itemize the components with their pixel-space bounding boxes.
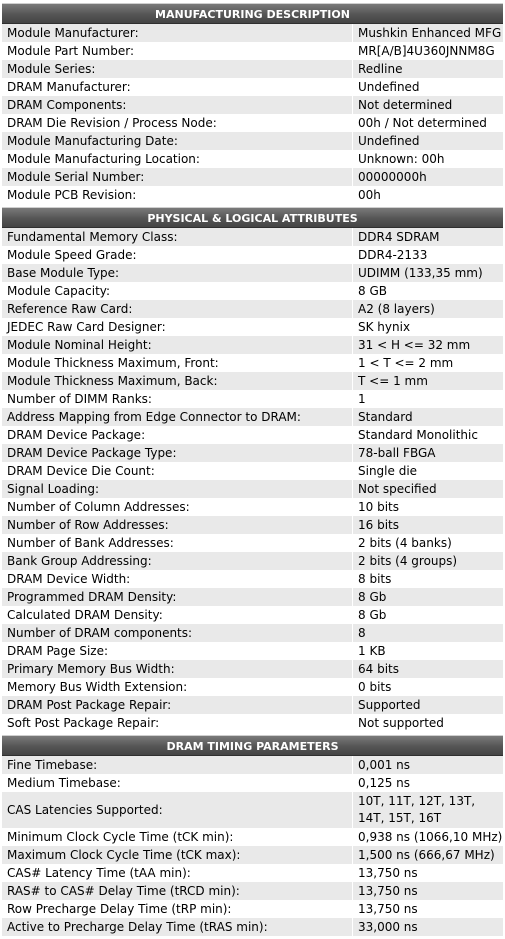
property-value: Not supported: [358, 716, 444, 730]
section-header: PHYSICAL & LOGICAL ATTRIBUTES: [2, 207, 503, 228]
property-value: 8 Gb: [358, 590, 387, 604]
section-header: DRAM TIMING PARAMETERS: [2, 735, 503, 756]
property-label: DRAM Device Die Count:: [2, 462, 353, 480]
property-row: [2, 588, 503, 606]
property-row: [2, 150, 503, 168]
property-value: 8 Gb: [358, 608, 387, 622]
property-row: [2, 714, 503, 732]
property-label: Fine Timebase:: [2, 756, 353, 774]
property-row: [2, 774, 503, 792]
property-value: 00h: [358, 188, 381, 202]
section-physical-logical-attributes: [2, 207, 503, 732]
property-value: 8: [358, 626, 366, 640]
property-row: [2, 246, 503, 264]
property-label: DRAM Components:: [2, 96, 353, 114]
property-row: [2, 660, 503, 678]
property-row: [2, 372, 503, 390]
property-row: [2, 606, 503, 624]
property-row: [2, 918, 503, 936]
property-value: Unknown: 00h: [358, 152, 445, 166]
property-label: Calculated DRAM Density:: [2, 606, 353, 624]
property-row: [2, 78, 503, 96]
property-value: 1: [358, 392, 366, 406]
property-row: [2, 534, 503, 552]
property-label: Module Serial Number:: [2, 168, 353, 186]
property-row: [2, 900, 503, 918]
property-value: 13,750 ns: [358, 866, 418, 880]
property-row: [2, 186, 503, 204]
property-row: [2, 882, 503, 900]
property-row: [2, 426, 503, 444]
property-label: DRAM Device Package Type:: [2, 444, 353, 462]
property-label: Programmed DRAM Density:: [2, 588, 353, 606]
property-row: [2, 354, 503, 372]
property-label: CAS Latencies Supported:: [2, 792, 353, 828]
property-row: [2, 624, 503, 642]
property-label: Base Module Type:: [2, 264, 353, 282]
property-value: 0,938 ns (1066,10 MHz): [358, 830, 503, 844]
property-value: 10 bits: [358, 500, 399, 514]
property-label: Module Capacity:: [2, 282, 353, 300]
property-label: DRAM Device Package:: [2, 426, 353, 444]
property-row: [2, 570, 503, 588]
property-value: Undefined: [358, 134, 420, 148]
property-value: 1,500 ns (666,67 MHz): [358, 848, 495, 862]
property-label: CAS# Latency Time (tAA min):: [2, 864, 353, 882]
property-value: 8 bits: [358, 572, 392, 586]
property-value: 8 GB: [358, 284, 387, 298]
property-row: [2, 516, 503, 534]
spd-info-panel: [2, 3, 503, 939]
property-value: Undefined: [358, 80, 420, 94]
property-table: [2, 24, 503, 204]
property-value: 13,750 ns: [358, 902, 418, 916]
property-label: Module Manufacturing Date:: [2, 132, 353, 150]
property-label: DRAM Post Package Repair:: [2, 696, 353, 714]
property-value: MR[A/B]4U360JNNM8G: [358, 44, 495, 58]
property-row: [2, 318, 503, 336]
property-row: [2, 846, 503, 864]
property-label: Module Manufacturer:: [2, 24, 353, 42]
property-value: 00h / Not determined: [358, 116, 487, 130]
property-row: [2, 336, 503, 354]
property-label: Number of Column Addresses:: [2, 498, 353, 516]
section-manufacturing-description: [2, 3, 503, 204]
property-row: [2, 864, 503, 882]
property-value: DDR4 SDRAM: [358, 230, 440, 244]
property-label: Bank Group Addressing:: [2, 552, 353, 570]
property-row: [2, 678, 503, 696]
property-row: [2, 42, 503, 60]
property-row: [2, 282, 503, 300]
property-row: [2, 828, 503, 846]
section-header: MANUFACTURING DESCRIPTION: [2, 3, 503, 24]
property-value: 2 bits (4 banks): [358, 536, 452, 550]
property-row: [2, 132, 503, 150]
property-row: [2, 552, 503, 570]
property-row: [2, 444, 503, 462]
property-value: 0,001 ns: [358, 758, 411, 772]
property-value: 2 bits (4 groups): [358, 554, 458, 568]
property-value: Not specified: [358, 482, 437, 496]
property-row: [2, 642, 503, 660]
property-value: T <= 1 mm: [358, 374, 428, 388]
property-value: 0 bits: [358, 680, 392, 694]
property-label: Memory Bus Width Extension:: [2, 678, 353, 696]
property-label: Number of DRAM components:: [2, 624, 353, 642]
property-value: 33,000 ns: [358, 920, 418, 934]
property-label: Module Manufacturing Location:: [2, 150, 353, 168]
property-row: [2, 756, 503, 774]
property-label: Row Precharge Delay Time (tRP min):: [2, 900, 353, 918]
property-value: Mushkin Enhanced MFG: [358, 26, 502, 40]
property-label: Active to Precharge Delay Time (tRAS min):: [2, 918, 353, 936]
property-label: Module Speed Grade:: [2, 246, 353, 264]
property-value: 13,750 ns: [358, 884, 418, 898]
property-label: Module Thickness Maximum, Front:: [2, 354, 353, 372]
property-label: Module Thickness Maximum, Back:: [2, 372, 353, 390]
property-label: DRAM Device Width:: [2, 570, 353, 588]
property-value: 16 bits: [358, 518, 399, 532]
property-value: 00000000h: [358, 170, 427, 184]
property-label: Module Part Number:: [2, 42, 353, 60]
property-label: Number of Row Addresses:: [2, 516, 353, 534]
property-value: 31 < H <= 32 mm: [358, 338, 471, 352]
property-value: Not determined: [358, 98, 453, 112]
property-value: 78-ball FBGA: [358, 446, 436, 460]
property-table: [2, 228, 503, 732]
property-label: Signal Loading:: [2, 480, 353, 498]
property-label: DRAM Page Size:: [2, 642, 353, 660]
property-row: [2, 462, 503, 480]
property-value: Standard Monolithic: [358, 428, 478, 442]
property-label: Module Nominal Height:: [2, 336, 353, 354]
property-value: SK hynix: [358, 320, 411, 334]
property-label: Primary Memory Bus Width:: [2, 660, 353, 678]
property-row: [2, 168, 503, 186]
section-dram-timing-parameters: [2, 735, 503, 936]
property-row: [2, 390, 503, 408]
property-value: Standard: [358, 410, 413, 424]
property-row: [2, 264, 503, 282]
property-value: UDIMM (133,35 mm): [358, 266, 483, 280]
property-table: [2, 756, 503, 936]
property-value: A2 (8 layers): [358, 302, 435, 316]
property-row: [2, 696, 503, 714]
property-label: Module PCB Revision:: [2, 186, 353, 204]
property-row: [2, 408, 503, 426]
property-value: Redline: [358, 62, 403, 76]
property-row: [2, 480, 503, 498]
property-value: 1 KB: [358, 644, 386, 658]
property-label: DRAM Die Revision / Process Node:: [2, 114, 353, 132]
property-value: 0,125 ns: [358, 776, 411, 790]
property-label: Number of Bank Addresses:: [2, 534, 353, 552]
property-row: [2, 498, 503, 516]
property-value: 10T, 11T, 12T, 13T, 14T, 15T, 16T: [358, 794, 476, 825]
property-row: [2, 792, 503, 828]
property-label: Medium Timebase:: [2, 774, 353, 792]
property-label: Reference Raw Card:: [2, 300, 353, 318]
property-row: [2, 24, 503, 42]
property-label: Fundamental Memory Class:: [2, 228, 353, 246]
property-row: [2, 60, 503, 78]
property-label: Module Series:: [2, 60, 353, 78]
property-row: [2, 114, 503, 132]
property-value: DDR4-2133: [358, 248, 428, 262]
property-row: [2, 96, 503, 114]
property-value: Supported: [358, 698, 421, 712]
property-label: Number of DIMM Ranks:: [2, 390, 353, 408]
property-label: Address Mapping from Edge Connector to DRAM:: [2, 408, 353, 426]
property-label: Minimum Clock Cycle Time (tCK min):: [2, 828, 353, 846]
property-label: Maximum Clock Cycle Time (tCK max):: [2, 846, 353, 864]
property-value: Single die: [358, 464, 418, 478]
property-label: DRAM Manufacturer:: [2, 78, 353, 96]
property-label: JEDEC Raw Card Designer:: [2, 318, 353, 336]
property-value: 64 bits: [358, 662, 399, 676]
property-row: [2, 300, 503, 318]
property-row: [2, 228, 503, 246]
property-value: 1 < T <= 2 mm: [358, 356, 454, 370]
property-label: Soft Post Package Repair:: [2, 714, 353, 732]
property-label: RAS# to CAS# Delay Time (tRCD min):: [2, 882, 353, 900]
